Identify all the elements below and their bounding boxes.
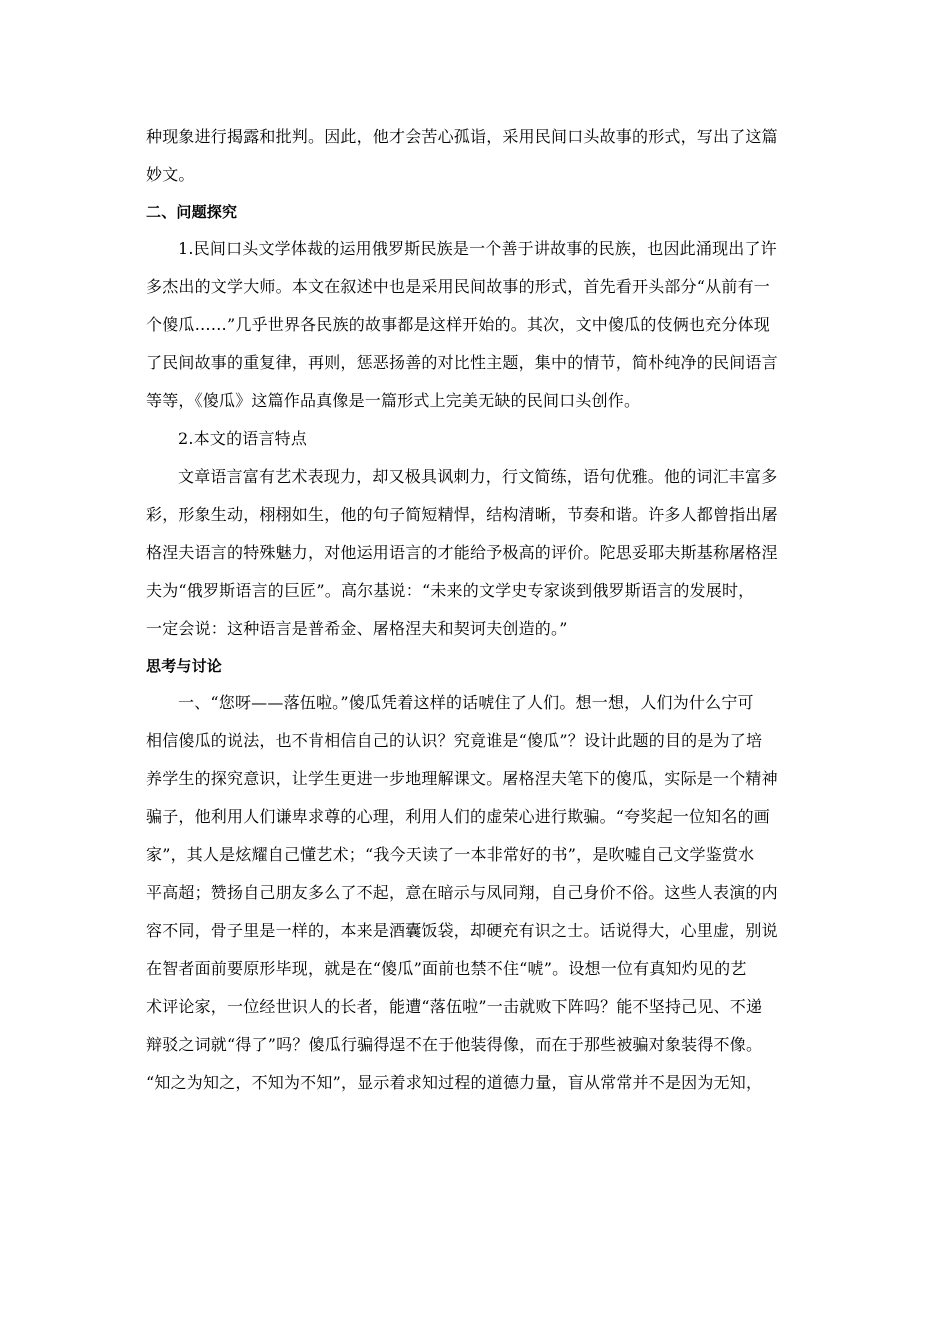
discussion-line-9: 术评论家，一位经世识人的长者，能遭“落伍啦”一击就败下阵吗？能不坚持己见、不递 xyxy=(146,997,763,1016)
intro-line-1: 种现象进行揭露和批判。因此，他才会苦心孤诣，采用民间口头故事的形式，写出了这篇 xyxy=(146,127,778,146)
discussion-line-8: 在智者面前要原形毕现，就是在“傻瓜”面前也禁不住“唬”。设想一位有真知灼见的艺 xyxy=(146,959,747,978)
item2-line-2: 彩，形象生动，栩栩如生，他的句子简短精悍，结构清晰，节奏和谐。许多人都曾指出屠 xyxy=(146,505,778,524)
intro-line-2: 妙文。 xyxy=(146,165,195,184)
document-page xyxy=(146,118,806,1102)
discussion-line-5: 家”，其人是炫耀自己懂艺术；“我今天读了一本非常好的书”，是吹嘘自己文学鉴赏水 xyxy=(146,845,755,864)
item2-title: 2.本文的语言特点 xyxy=(178,429,308,448)
section-heading-problem-inquiry: 二、问题探究 xyxy=(146,203,238,221)
item2-line-3: 格涅夫语言的特殊魅力，对他运用语言的才能给予极高的评价。陀思妥耶夫斯基称屠格涅 xyxy=(146,543,778,562)
item2-line-5: 一定会说：这种语言是普希金、屠格涅夫和契诃夫创造的。” xyxy=(146,619,568,638)
item1-line-4: 了民间故事的重复律，再则，惩恶扬善的对比性主题，集中的情节，简朴纯净的民间语言 xyxy=(146,353,778,372)
discussion-line-7: 容不同，骨子里是一样的，本来是酒囊饭袋，却硬充有识之士。话说得大，心里虚，别说 xyxy=(146,921,778,940)
item1-line-3: 个傻瓜……”几乎世界各民族的故事都是这样开始的。其次，文中傻瓜的伎俩也充分体现 xyxy=(146,315,770,334)
item2-line-1: 文章语言富有艺术表现力，却又极具讽刺力，行文简练，语句优雅。他的词汇丰富多 xyxy=(178,467,778,486)
discussion-line-1: 一、“您呀——落伍啦。”傻瓜凭着这样的话唬住了人们。想一想，人们为什么宁可 xyxy=(178,693,754,712)
item2-line-4: 夫为“俄罗斯语言的巨匠”。高尔基说：“未来的文学史专家谈到俄罗斯语言的发展时， xyxy=(146,581,755,600)
item1-line-1: 1.民间口头文学体裁的运用俄罗斯民族是一个善于讲故事的民族，也因此涌现出了许 xyxy=(178,239,777,258)
discussion-line-10: 辩驳之词就“得了”吗？傻瓜行骗得逞不在于他装得像，而在于那些被骗对象装得不像。 xyxy=(146,1035,763,1054)
item1-line-2: 多杰出的文学大师。本文在叙述中也是采用民间故事的形式，首先看开头部分“从前有一 xyxy=(146,277,770,296)
discussion-line-3: 养学生的探究意识，让学生更进一步地理解课文。屠格涅夫笔下的傻瓜，实际是一个精神 xyxy=(146,769,778,788)
discussion-line-6: 平高超；赞扬自己朋友多么了不起，意在暗示与凤同翔，自己身价不俗。这些人表演的内 xyxy=(146,883,778,902)
discussion-line-2: 相信傻瓜的说法，也不肯相信自己的认识？究竟谁是“傻瓜”？设计此题的目的是为了培 xyxy=(146,731,763,750)
section-heading-discussion: 思考与讨论 xyxy=(146,657,223,675)
item1-line-5: 等等，《傻瓜》这篇作品真像是一篇形式上完美无缺的民间口头创作。 xyxy=(146,391,641,410)
discussion-line-4: 骗子，他利用人们谦卑求尊的心理，利用人们的虚荣心进行欺骗。“夸奖起一位知名的画 xyxy=(146,807,770,826)
discussion-line-11: “知之为知之，不知为不知”，显示着求知过程的道德力量，盲从常常并不是因为无知， xyxy=(146,1073,763,1092)
